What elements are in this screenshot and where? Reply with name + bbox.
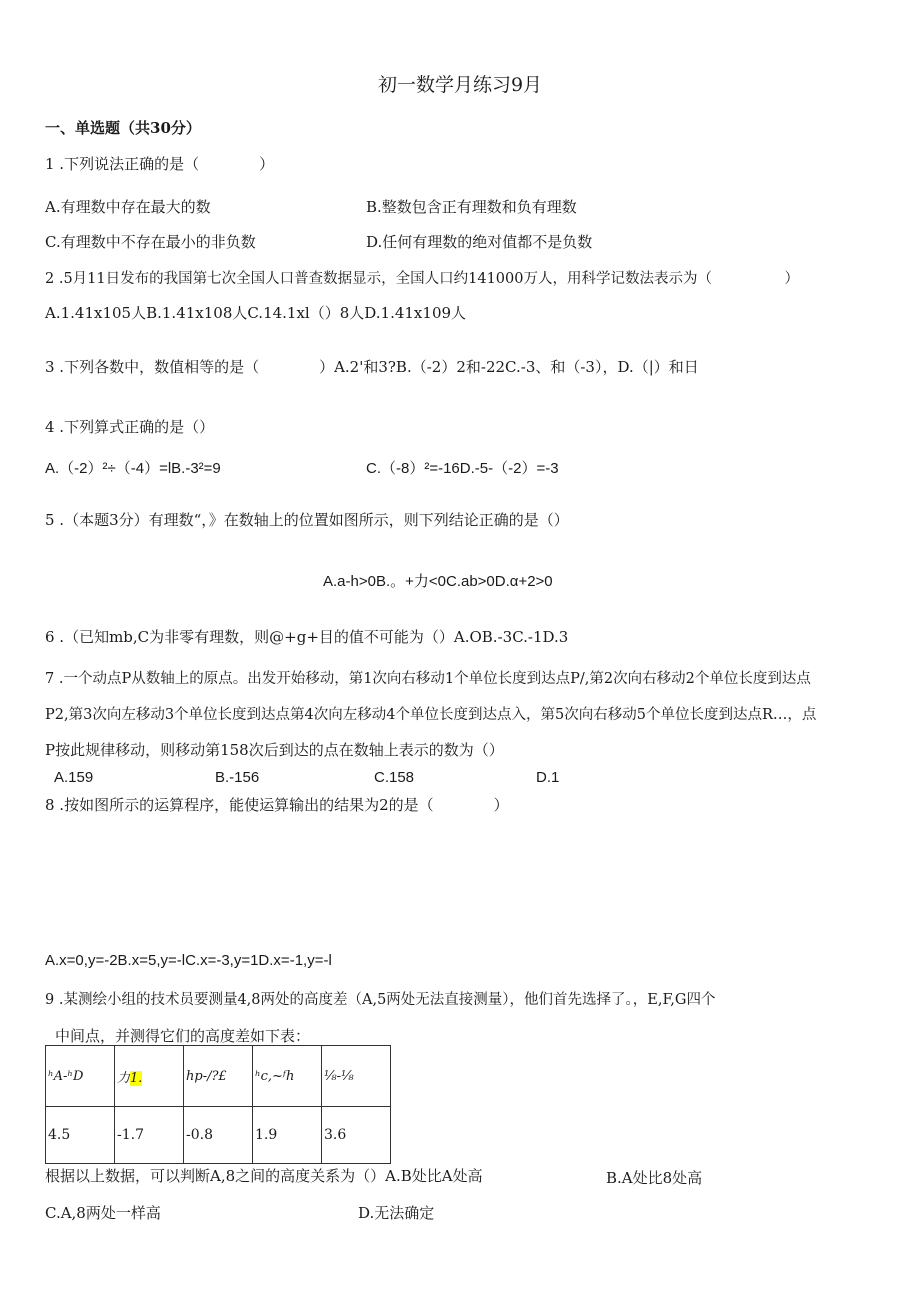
question-7-option-a: A.159 — [54, 769, 94, 786]
question-5-stem: 5 .（本题3分）有理数“，》在数轴上的位置如图所示，则下列结论正确的是（） — [45, 511, 569, 529]
table-cell: -1.7 — [115, 1107, 184, 1164]
question-9-option-d: D.无法确定 — [358, 1204, 435, 1222]
table-header-cell: hp-/?£ — [184, 1046, 253, 1107]
question-9-stem-after-table: 根据以上数据，可以判断A,8之间的高度关系为（）A.B处比A处高 — [45, 1167, 483, 1185]
question-7-line-2: P2,第3次向左移动3个单位长度到达点第4次向左移动4个单位长度到达点入，第5次向右移动5个单位长度到达点R…，点 — [45, 707, 817, 723]
question-4-options-cd: C.（-8）²=-16D.-5-（-2）=-3 — [366, 460, 559, 477]
section-heading: 一、单选题（共30分） — [45, 119, 201, 137]
question-6-stem: 6 .（已知mb,C为非零有理数，则@+g+目的值不可能为（）A.OB.-3C.-1D.3 — [45, 628, 569, 646]
question-4-stem: 4 .下列算式正确的是（） — [45, 418, 215, 436]
table-header-row — [46, 1046, 391, 1107]
question-7-line-1: 7 .一个动点P从数轴上的原点。出发开始移动，第1次向右移动1个单位长度到达点P/,第2次向右移动2个单位长度到达点 — [45, 671, 811, 687]
question-1-stem: 1 .下列说法正确的是（ ） — [45, 155, 275, 173]
table-cell: -0.8 — [184, 1107, 253, 1164]
table-header-cell: ʰA-ʰD — [46, 1046, 115, 1107]
highlighted-header-text: 1. — [130, 1070, 143, 1086]
question-2-stem: 2 .5月11日发布的我国第七次全国人口普查数据显示，全国人口约141000万人，用科学记数法表示为（ ） — [45, 271, 799, 287]
question-1-option-c: C.有理数中不存在最小的非负数 — [45, 233, 256, 251]
table-header-cell — [115, 1046, 184, 1107]
table-header-cell: ʰc,~ᶠh — [253, 1046, 322, 1107]
table-cell: 3.6 — [322, 1107, 391, 1164]
header-text: 力 — [117, 1070, 131, 1086]
question-3-stem: 3 .下列各数中，数值相等的是（ ）A.2'和3?B.（-2）2和-22C.-3、和（-3），D.（|）和日 — [45, 358, 699, 376]
question-8-options: A.x=0,y=-2B.x=5,y=-lC.x=-3,y=1D.x=-1,y=-l — [45, 952, 332, 969]
question-7-line-3: P按此规律移动，则移动第158次后到达的点在数轴上表示的数为（） — [45, 741, 504, 759]
question-8-stem: 8 .按如图所示的运算程序，能使运算输出的结果为2的是（ ） — [45, 796, 509, 814]
question-9-line-1: 9 .某测绘小组的技术员要测量4,8两处的高度差（A,5两处无法直接测量），他们首先选择了。，E,F,G四个 — [45, 992, 716, 1008]
question-1-option-b: B.整数包含正有理数和负有理数 — [366, 198, 577, 216]
question-2-options: A.1.41x105人B.1.41x108人C.14.1xl（）8人D.1.41x109人 — [45, 304, 467, 322]
question-9-option-c: C.A,8两处一样高 — [45, 1204, 161, 1222]
table-row — [46, 1107, 391, 1164]
height-difference-table — [45, 1045, 391, 1164]
table-cell: 1.9 — [253, 1107, 322, 1164]
question-7-option-b: B.-156 — [215, 769, 260, 786]
table-cell: 4.5 — [46, 1107, 115, 1164]
page-title: 初一数学月练习9月 — [377, 74, 543, 96]
question-5-options: A.a-h>0B.。+力<0C.ab>0D.α+2>0 — [323, 573, 553, 590]
question-7-option-d: D.1 — [536, 769, 560, 786]
question-7-option-c: C.158 — [374, 769, 415, 786]
table-header-cell: ⅛-⅛ — [322, 1046, 391, 1107]
question-4-options-ab: A.（-2）²÷（-4）=lB.-3²=9 — [45, 460, 221, 477]
question-9-line-2: 中间点，并测得它们的高度差如下表： — [55, 1027, 311, 1045]
question-9-option-b: B.A处比8处高 — [606, 1169, 703, 1187]
question-1-option-d: D.任何有理数的绝对值都不是负数 — [366, 233, 593, 251]
question-1-option-a: A.有理数中存在最大的数 — [45, 198, 211, 216]
